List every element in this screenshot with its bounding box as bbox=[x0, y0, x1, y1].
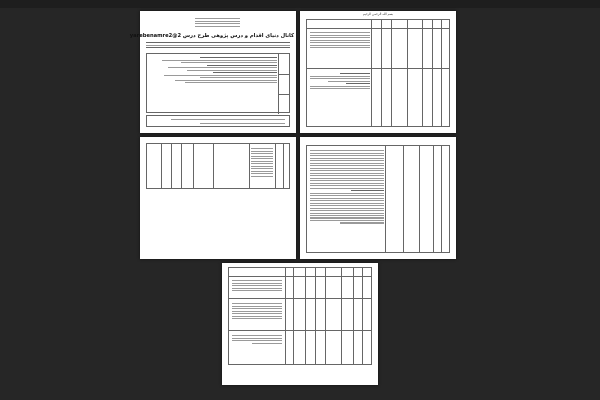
lesson-box-body bbox=[149, 56, 277, 85]
table-text-block bbox=[232, 279, 282, 293]
lesson-box bbox=[146, 53, 290, 113]
info-lines bbox=[146, 41, 290, 50]
table-text-block bbox=[232, 302, 282, 321]
document-page-2[interactable] bbox=[300, 11, 456, 133]
document-page-1[interactable] bbox=[129, 11, 296, 133]
table-text-block bbox=[232, 334, 282, 345]
page-footer-box bbox=[146, 115, 290, 127]
viewer-top-bar bbox=[0, 0, 600, 8]
table-text-block bbox=[310, 149, 384, 225]
table-text-block bbox=[251, 147, 273, 178]
page-title: کانال دنیای اقدام و درس پژوهی طرح درس 2@yarebenamre2 bbox=[129, 33, 294, 39]
table-text-block bbox=[310, 72, 370, 91]
table-header bbox=[307, 20, 449, 29]
lesson-table bbox=[228, 267, 372, 365]
lesson-table bbox=[306, 19, 450, 127]
table-header bbox=[229, 268, 371, 277]
page-heading: بسم الله الرحمن الرحیم bbox=[362, 12, 394, 16]
document-page-4[interactable] bbox=[300, 137, 456, 259]
document-page-5[interactable] bbox=[222, 263, 378, 385]
table-text-block bbox=[310, 31, 370, 50]
page-header-lines bbox=[195, 17, 240, 28]
lesson-table bbox=[306, 145, 450, 253]
lesson-box-side bbox=[278, 54, 289, 114]
document-page-3[interactable] bbox=[140, 137, 296, 259]
lesson-table bbox=[146, 143, 290, 189]
